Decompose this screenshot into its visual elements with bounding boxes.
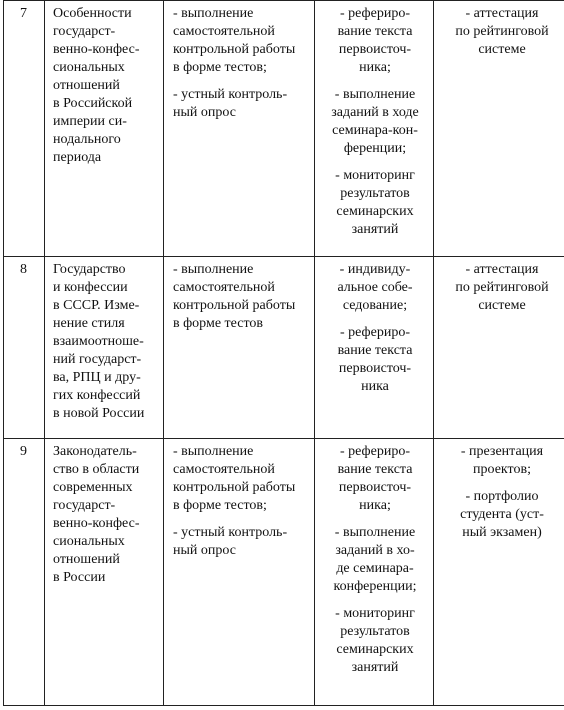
topic-line: Особенности — [53, 6, 132, 21]
method-cell-content — [315, 1, 433, 239]
method-item-line: ника; — [359, 60, 391, 75]
assessment-item-line: по рейтинговой — [455, 24, 549, 39]
method-item-line: результатов — [340, 186, 410, 201]
method-item — [321, 605, 429, 677]
methods-cell — [315, 1, 434, 257]
topic-line: периода — [53, 150, 102, 165]
control-form-item-line: в форме тестов — [173, 316, 263, 331]
method-item-line: седование; — [342, 298, 408, 313]
topic-line: венно-конфес- — [53, 516, 140, 531]
row-number: 8 — [20, 262, 27, 277]
table-row — [4, 1, 564, 257]
assessment-cell — [434, 439, 564, 706]
control-form-item-line: в форме тестов; — [173, 60, 267, 75]
topic-line: в новой России — [53, 406, 145, 421]
method-item-line: - индивиду- — [339, 262, 411, 277]
row-number: 7 — [20, 6, 27, 21]
methods-cell — [315, 257, 434, 439]
assessment-item-line: - аттестация — [465, 6, 539, 21]
control-form-item-line: самостоятельной — [173, 462, 275, 477]
topic-line: в СССР. Изме- — [53, 298, 140, 313]
method-item-line: ференции; — [343, 141, 407, 156]
method-item-line: семинара-кон- — [332, 123, 418, 138]
control-form-item-line: контрольной работы — [173, 42, 296, 57]
method-item-line: занятий — [351, 222, 399, 237]
row-number-cell — [4, 257, 45, 439]
control-form-item-line: - устный контроль- — [173, 87, 288, 102]
method-item-line: альное собе- — [337, 280, 413, 295]
assessment-item — [442, 443, 562, 479]
assessment-item-line: системе — [478, 42, 526, 57]
assessment-cell — [434, 1, 564, 257]
method-item-line: первоисточ- — [338, 480, 412, 495]
curriculum-table — [3, 0, 564, 706]
topic-line: ва, РПЦ и дру- — [53, 370, 141, 385]
control-form-cell-content — [164, 257, 314, 333]
method-item-line: де семинара- — [336, 561, 414, 576]
topic-line: ний государст- — [53, 352, 142, 367]
assessment-item — [442, 488, 562, 542]
method-item-line: заданий в хо- — [335, 543, 415, 558]
row-number: 9 — [20, 444, 27, 459]
control-form-item-line: самостоятельной — [173, 280, 275, 295]
assessment-cell-content — [434, 257, 564, 315]
control-form-item-line: самостоятельной — [173, 24, 275, 39]
method-item-line: - рефериро- — [340, 444, 410, 459]
method-item-line: результатов — [340, 624, 410, 639]
topic-line: Законодатель- — [53, 444, 137, 459]
topic-cell — [45, 257, 164, 439]
topic-line: государст- — [53, 24, 116, 39]
assessment-item-line: системе — [478, 298, 526, 313]
control-form-item-line: ный опрос — [173, 543, 236, 558]
topic-line: нение стиля — [53, 316, 125, 331]
topic-line: нодального — [53, 132, 121, 147]
topic-line: империи си- — [53, 114, 127, 129]
topic-line: и конфессии — [53, 280, 128, 295]
control-form-cell-content — [164, 439, 314, 560]
method-item — [321, 524, 429, 596]
topic-line: в Российской — [53, 96, 133, 111]
method-item-line: - выполнение — [334, 87, 416, 102]
assessment-item-line: ный экзамен) — [462, 525, 542, 540]
topic-text — [45, 1, 163, 167]
topic-line: современных — [53, 480, 133, 495]
topic-line: в России — [53, 570, 106, 585]
topic-cell — [45, 1, 164, 257]
method-item — [321, 167, 429, 239]
topic-text — [45, 257, 163, 423]
table-row — [4, 257, 564, 439]
assessment-item — [442, 261, 562, 315]
method-item-line: семинарских — [336, 642, 414, 657]
method-item-line: ника; — [359, 498, 391, 513]
assessment-item-line: - портфолио — [465, 489, 539, 504]
topic-line: взаимоотноше- — [53, 334, 144, 349]
assessment-cell-content — [434, 1, 564, 59]
methods-cell — [315, 439, 434, 706]
method-item — [321, 261, 429, 315]
control-form-item-line: - устный контроль- — [173, 525, 288, 540]
assessment-cell — [434, 257, 564, 439]
table-row — [4, 439, 564, 706]
method-cell-content — [315, 439, 433, 677]
assessment-item-line: проектов; — [473, 462, 531, 477]
control-form-item — [173, 5, 310, 77]
topic-line: сиональных — [53, 60, 125, 75]
method-item-line: - рефериро- — [340, 6, 410, 21]
topic-line: государст- — [53, 498, 116, 513]
topic-line: ство в области — [53, 462, 140, 477]
method-item — [321, 324, 429, 396]
table-body — [4, 1, 564, 706]
method-item-line: первоисточ- — [338, 42, 412, 57]
method-item — [321, 443, 429, 515]
method-item-line: заданий в ходе — [331, 105, 419, 120]
assessment-item-line: - презентация — [460, 444, 544, 459]
control-form-item — [173, 86, 310, 122]
topic-line: отношений — [53, 552, 120, 567]
control-form-item — [173, 443, 310, 515]
control-form-item-line: - выполнение — [173, 6, 254, 21]
method-item-line: ника — [361, 379, 389, 394]
method-item — [321, 86, 429, 158]
control-form-item-line: контрольной работы — [173, 480, 296, 495]
row-number-cell — [4, 1, 45, 257]
control-forms-cell — [164, 257, 315, 439]
method-item — [321, 5, 429, 77]
method-item-line: семинарских — [336, 204, 414, 219]
method-item-line: занятий — [351, 660, 399, 675]
control-form-item-line: ный опрос — [173, 105, 236, 120]
control-form-item-line: - выполнение — [173, 262, 254, 277]
method-item-line: - мониторинг — [335, 168, 415, 183]
assessment-item-line: - аттестация — [465, 262, 539, 277]
method-item-line: - рефериро- — [340, 325, 410, 340]
method-item-line: - мониторинг — [335, 606, 415, 621]
topic-line: сиональных — [53, 534, 125, 549]
control-form-item-line: - выполнение — [173, 444, 254, 459]
topic-line: отношений — [53, 78, 120, 93]
method-item-line: вание текста — [337, 462, 413, 477]
method-item-line: вание текста — [337, 24, 413, 39]
control-form-item-line: в форме тестов; — [173, 498, 267, 513]
method-item-line: вание текста — [337, 343, 413, 358]
assessment-item-line: студента (уст- — [460, 507, 544, 522]
topic-cell — [45, 439, 164, 706]
assessment-item-line: по рейтинговой — [455, 280, 549, 295]
topic-line: Государство — [53, 262, 126, 277]
control-form-cell-content — [164, 1, 314, 122]
topic-line: венно-конфес- — [53, 42, 140, 57]
method-cell-content — [315, 257, 433, 396]
control-form-item-line: контрольной работы — [173, 298, 296, 313]
assessment-cell-content — [434, 439, 564, 542]
control-forms-cell — [164, 1, 315, 257]
control-forms-cell — [164, 439, 315, 706]
method-item-line: - выполнение — [334, 525, 416, 540]
row-number-cell — [4, 439, 45, 706]
method-item-line: первоисточ- — [338, 361, 412, 376]
method-item-line: конференции; — [333, 579, 417, 594]
control-form-item — [173, 261, 310, 333]
topic-text — [45, 439, 163, 587]
assessment-item — [442, 5, 562, 59]
control-form-item — [173, 524, 310, 560]
topic-line: гих конфессий — [53, 388, 141, 403]
